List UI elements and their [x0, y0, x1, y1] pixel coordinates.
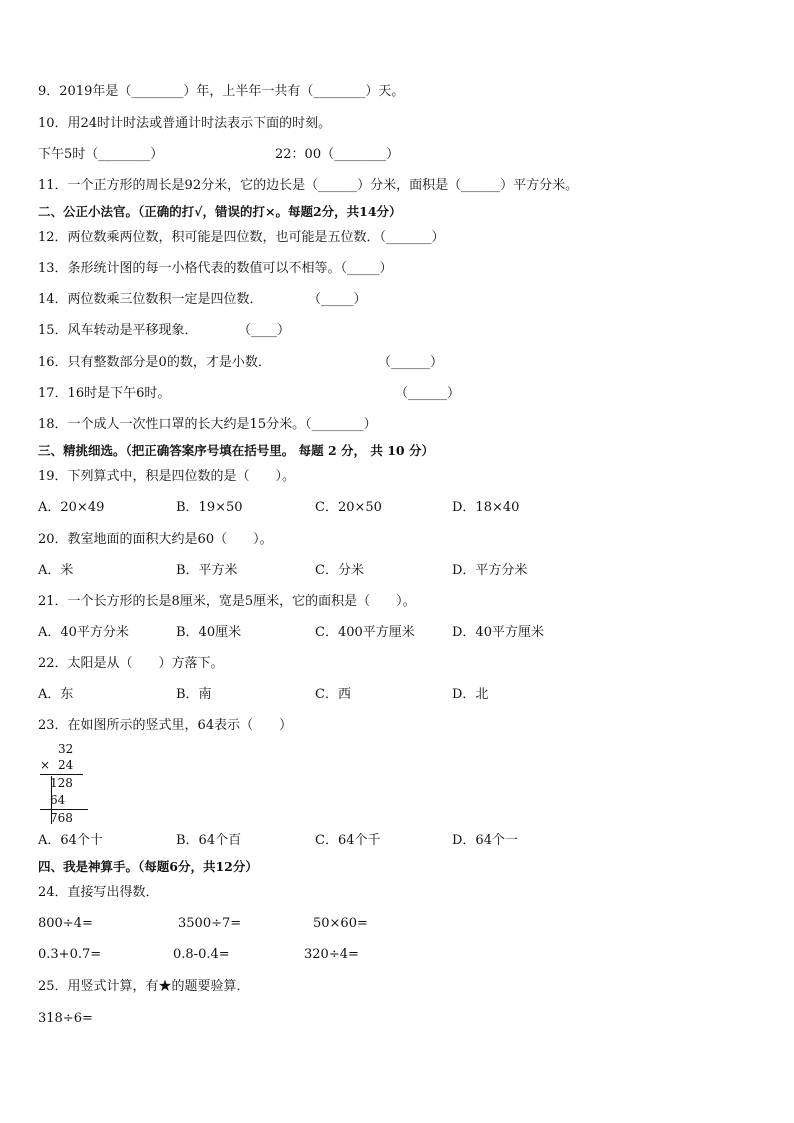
- question-19-option-b: B．19×50: [176, 500, 243, 515]
- question-10-item-b: 22：00（________）: [275, 147, 400, 162]
- calc-0.8-minus-0.4: 0.8-0.4=: [173, 947, 230, 962]
- question-17-answer-blank: （______）: [395, 386, 461, 401]
- calc-0.3-plus-0.7: 0.3+0.7=: [38, 947, 102, 962]
- question-14-answer-blank: （_____）: [308, 292, 367, 307]
- multiply-sign: ×: [40, 758, 51, 772]
- question-23-option-c: C．64个千: [315, 833, 381, 848]
- question-12: 12．两位数乘两位数，积可能是四位数，也可能是五位数．（_______）: [38, 230, 445, 245]
- question-20-option-c: C．分米: [315, 563, 364, 578]
- question-10: 10．用24时计时法或普通计时法表示下面的时刻。: [38, 116, 332, 131]
- question-22: 22．太阳是从（ ）方落下。: [38, 656, 224, 671]
- question-15: 15．风车转动是平移现象．: [38, 323, 198, 338]
- calc-3500-div-7: 3500÷7=: [178, 916, 242, 931]
- vertical-multiplication: [38, 742, 98, 826]
- question-21-option-a: A．40平方分米: [38, 625, 129, 640]
- calc-800-div-4: 800÷4=: [38, 916, 93, 931]
- question-11: 11．一个正方形的周长是92分米，它的边长是（______）分米，面积是（______）平方分米。: [38, 178, 579, 193]
- question-10-item-a: 下午5时（________）: [38, 147, 164, 162]
- vertical-guide-line: [51, 776, 52, 824]
- question-25-item-a: 318÷6=: [38, 1011, 93, 1026]
- question-16-answer-blank: （______）: [378, 355, 444, 370]
- calc-50-times-60: 50×60=: [313, 916, 368, 931]
- question-21-option-d: D．40平方厘米: [452, 625, 544, 640]
- question-23-option-b: B．64个百: [176, 833, 242, 848]
- question-25: 25．用竖式计算，有★的题要验算．: [38, 979, 250, 994]
- question-23-option-d: D．64个一: [452, 833, 518, 848]
- multiplication-result: 768: [50, 811, 73, 825]
- multiplicand: 32: [58, 742, 74, 756]
- calc-320-div-4: 320÷4=: [304, 947, 359, 962]
- question-23: 23．在如图所示的竖式里，64表示（ ）: [38, 718, 293, 733]
- partial-product-2: 64: [50, 793, 66, 807]
- question-21-option-b: B．40厘米: [176, 625, 242, 640]
- question-20-option-a: A．米: [38, 563, 74, 578]
- question-22-option-b: B．南: [176, 687, 212, 702]
- question-24: 24．直接写出得数．: [38, 885, 159, 900]
- section-3-heading: 三、精挑细选。（把正确答案序号填在括号里。 每题 2 分， 共 10 分）: [38, 443, 434, 458]
- question-14: 14．两位数乘三位数积一定是四位数．: [38, 292, 263, 307]
- rule-line-1: [40, 774, 83, 775]
- question-23-option-a: A．64个十: [38, 833, 103, 848]
- section-4-heading: 四、我是神算手。（每题6分，共12分）: [38, 859, 258, 874]
- question-17: 17．16时是下午6时。: [38, 386, 171, 401]
- question-9: 9．2019年是（________）年，上半年一共有（________）天。: [38, 84, 405, 99]
- question-13: 13．条形统计图的每一小格代表的数值可以不相等。（_____）: [38, 261, 393, 276]
- question-19-option-a: A．20×49: [38, 500, 105, 515]
- question-22-option-a: A．东: [38, 687, 74, 702]
- question-19-option-c: C．20×50: [315, 500, 382, 515]
- question-22-option-d: D．北: [452, 687, 489, 702]
- question-16: 16．只有整数部分是0的数，才是小数．: [38, 355, 271, 370]
- rule-line-2: [40, 809, 88, 810]
- question-20-option-b: B．平方米: [176, 563, 238, 578]
- question-20-option-d: D．平方分米: [452, 563, 528, 578]
- question-21-option-c: C．400平方厘米: [315, 625, 415, 640]
- question-22-option-c: C．西: [315, 687, 351, 702]
- question-15-answer-blank: （____）: [238, 323, 291, 338]
- question-18: 18．一个成人一次性口罩的长大约是15分米。（________）: [38, 417, 377, 432]
- question-20: 20．教室地面的面积大约是60（ ）。: [38, 532, 273, 547]
- section-2-heading: 二、公正小法官。（正确的打√，错误的打×。每题2分，共14分）: [38, 204, 402, 219]
- partial-product-1: 128: [50, 776, 73, 790]
- question-19-option-d: D．18×40: [452, 500, 520, 515]
- multiplier: 24: [58, 758, 74, 772]
- question-19: 19．下列算式中，积是四位数的是（ ）。: [38, 469, 296, 484]
- question-21: 21．一个长方形的长是8厘米，宽是5厘米，它的面积是（ ）。: [38, 594, 416, 609]
